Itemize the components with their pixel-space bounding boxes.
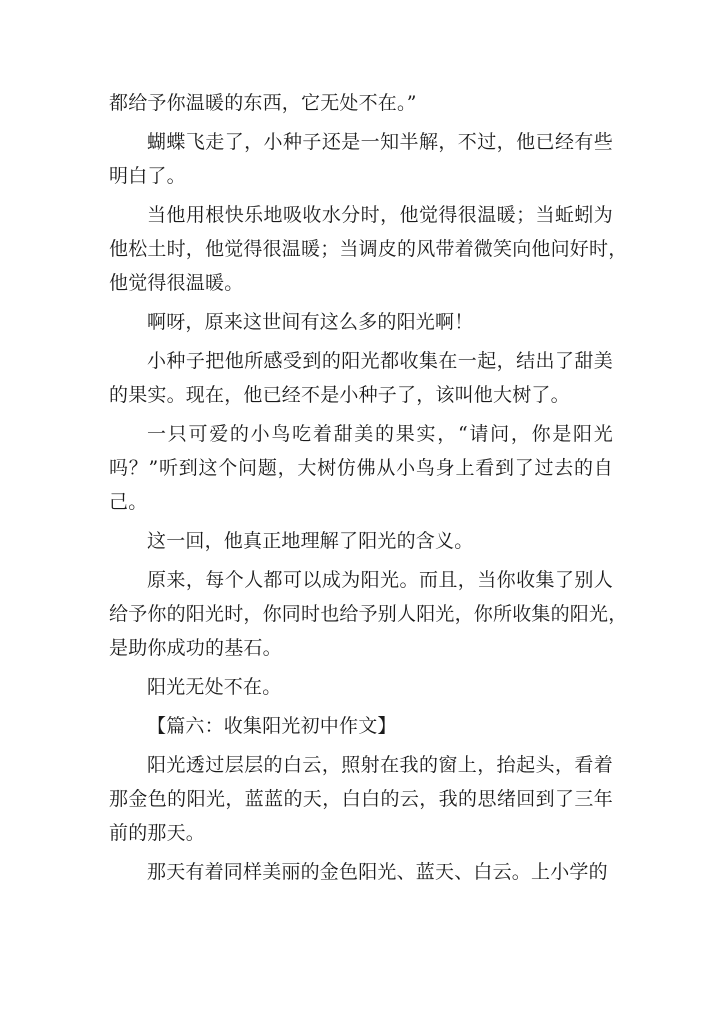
paragraph	[109, 125, 613, 193]
text-line: 原来，每个人都可以成为阳光。而且，当你收集了别人	[147, 569, 613, 591]
document-page	[109, 86, 628, 894]
paragraph	[109, 709, 613, 743]
paragraph	[109, 670, 613, 704]
text-line: 他觉得很温暖。	[109, 272, 244, 294]
text-line: 吗？”听到这个问题，大树仿佛从小鸟身上看到了过去的自	[109, 457, 613, 479]
text-line: 的果实。现在，他已经不是小种子了，该叫他大树了。	[109, 384, 570, 406]
text-line: 啊呀，原来这世间有这么多的阳光啊！	[147, 311, 474, 333]
text-line: 当他用根快乐地吸收水分时，他觉得很温暖；当蚯蚓为	[147, 204, 613, 226]
text-line: 小种子把他所感受到的阳光都收集在一起，结出了甜美	[147, 350, 613, 372]
text-line: 【篇六：收集阳光初中作文】	[147, 715, 397, 737]
text-line: 前的那天。	[109, 822, 206, 844]
text-line: 是助你成功的基石。	[109, 637, 282, 659]
text-line: 明白了。	[109, 165, 186, 187]
text-line: 那金色的阳光，蓝蓝的天，白白的云，我的思绪回到了三年	[109, 788, 613, 810]
paragraph	[109, 748, 613, 850]
paragraph	[109, 344, 613, 412]
paragraph	[109, 855, 613, 889]
text-line: 都给予你温暖的东西，它无处不在。”	[109, 92, 417, 114]
text-line: 给予你的阳光时，你同时也给予别人阳光，你所收集的阳光，	[109, 603, 628, 625]
paragraph	[109, 524, 613, 558]
text-line: 己。	[109, 491, 148, 513]
paragraph	[109, 563, 628, 665]
paragraph	[109, 198, 628, 300]
text-line: 这一回，他真正地理解了阳光的含义。	[147, 530, 474, 552]
text-line: 蝴蝶飞走了，小种子还是一知半解，不过，他已经有些	[147, 131, 613, 153]
paragraph	[109, 86, 613, 120]
paragraph	[109, 417, 613, 519]
text-line: 一只可爱的小鸟吃着甜美的果实，“请问，你是阳光	[147, 423, 613, 445]
text-line: 他松土时，他觉得很温暖；当调皮的风带着微笑向他问好时，	[109, 238, 628, 260]
text-line: 阳光无处不在。	[147, 676, 282, 698]
text-line: 那天有着同样美丽的金色阳光、蓝天、白云。上小学的	[147, 861, 608, 883]
text-line: 阳光透过层层的白云，照射在我的窗上，抬起头，看着	[147, 754, 613, 776]
paragraph	[109, 305, 613, 339]
